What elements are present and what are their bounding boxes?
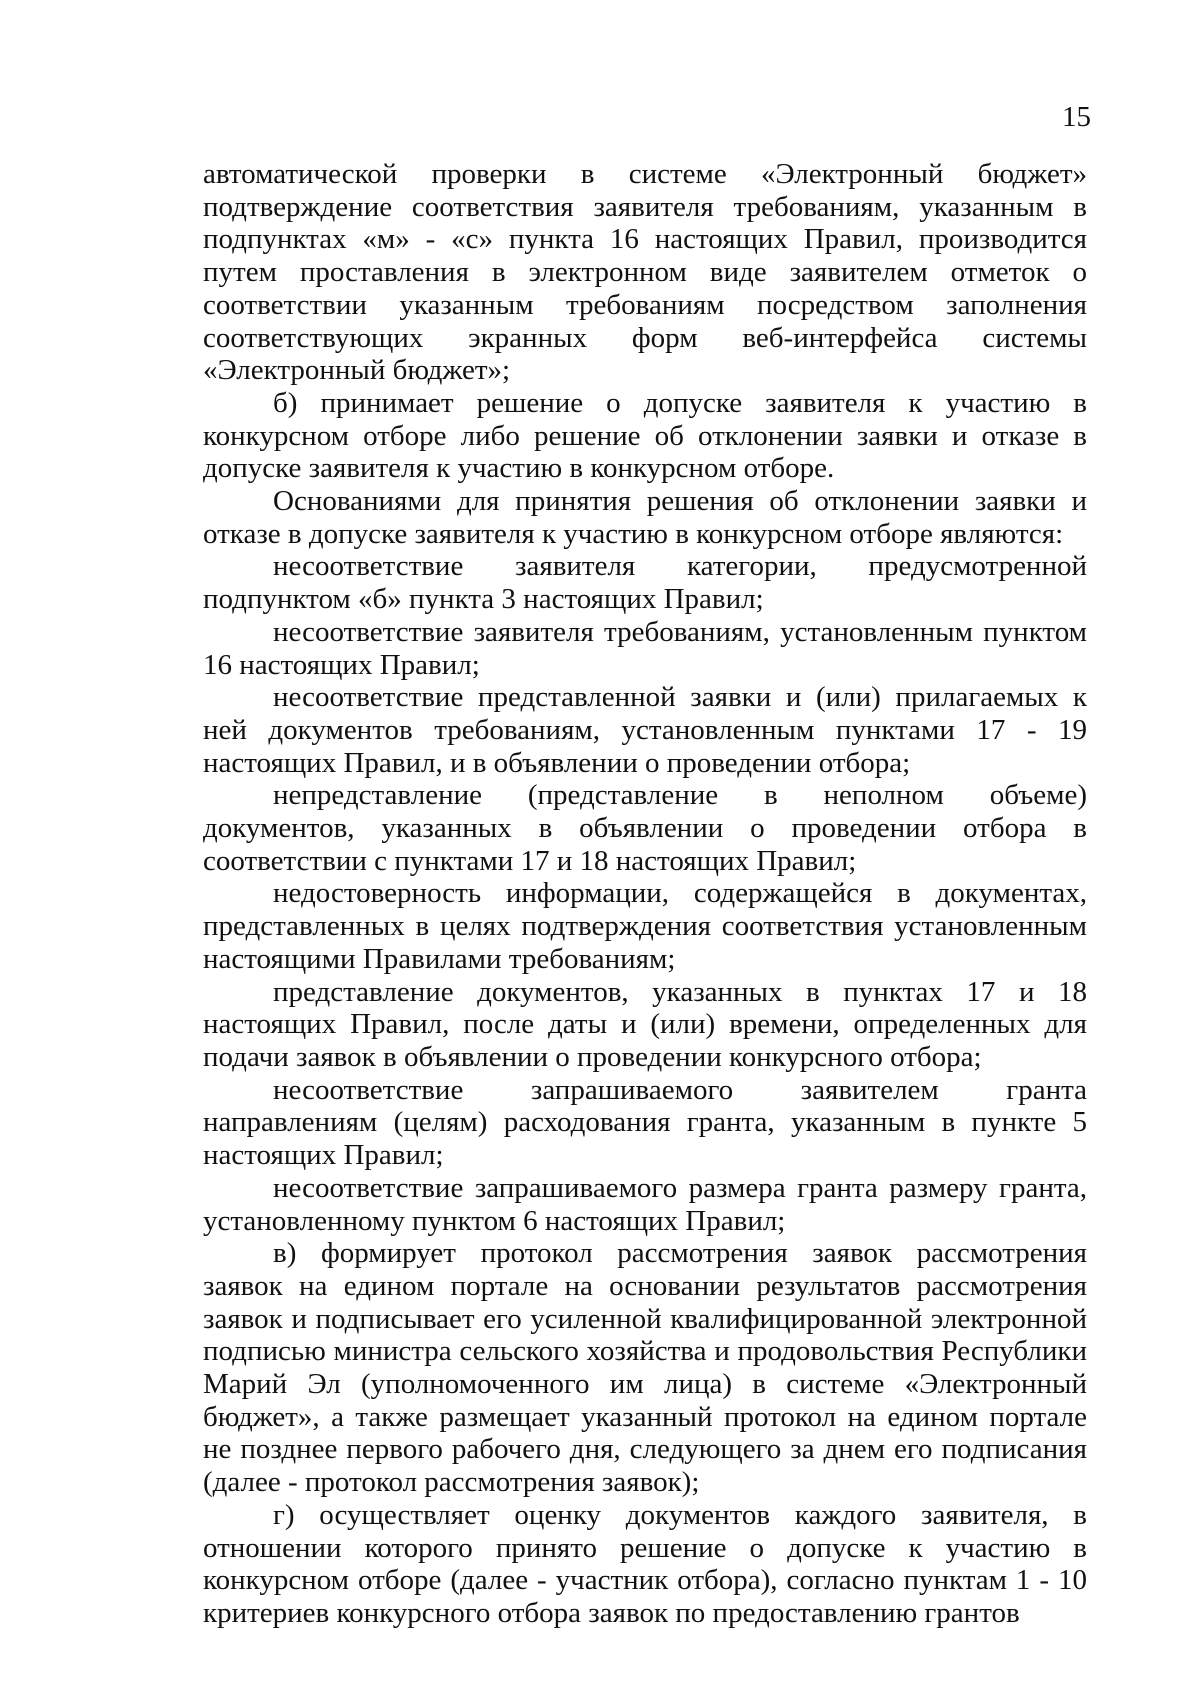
paragraph-grounds-intro: Основаниями для принятия решения об отклонении заявки и отказе в допуске заявителя к участию в конкурсном отборе являются: (203, 485, 1087, 550)
paragraph-ground-requirements: несоответствие заявителя требованиям, установленным пунктом 16 настоящих Правил; (203, 615, 1087, 681)
document-body (203, 158, 1087, 1630)
paragraph-ground-category: несоответствие заявителя категории, предусмотренной подпунктом «б» пункта 3 настоящих Правил; (203, 550, 1087, 616)
paragraph-item-b: б) принимает решение о допуске заявителя к участию в конкурсном отборе либо решение об отклонении заявки и отказе в допуске заявителя к участию в конкурсном отборе. (203, 386, 1087, 485)
paragraph-item-g: г) осуществляет оценку документов каждого заявителя, в отношении которого принято решение о допуске к участию в конкурсном отборе (далее - участник отбора), согласно пунктам 1 - 10 критериев конкурсного отбора заявок по предоставлению грантов (203, 1498, 1087, 1629)
paragraph-ground-missing-docs: непредставление (представление в неполном объеме) документов, указанных в объявлении о проведении отбора в соответствии с пунктами 17 и 18 настоящих Правил; (203, 779, 1087, 877)
paragraph-ground-false-info: недостоверность информации, содержащейся в документах, представленных в целях подтверждения соответствия установленным настоящими Правилами требованиям; (203, 877, 1087, 975)
paragraph-ground-application: несоответствие представленной заявки и (или) прилагаемых к ней документов требованиям, установленным пунктами 17 - 19 настоящих Правил, и в объявлении о проведении отбора; (203, 681, 1087, 779)
paragraph-ground-grant-purpose: несоответствие запрашиваемого заявителем гранта направлениям (целям) расходования гранта, указанным в пункте 5 настоящих Правил; (203, 1073, 1087, 1172)
page-number: 15 (1062, 101, 1091, 133)
paragraph-continuation: автоматической проверки в системе «Электронный бюджет» подтверждение соответствия заявителя требованиям, указанным в подпунктах «м» - «с» пункта 16 настоящих Правил, производится путем проставления в электронном виде заявителем отметок о соответствии указанным требованиям посредством заполнения соответствующих экранных форм веб-интерфейса системы «Электронный бюджет»; (203, 158, 1087, 387)
paragraph-ground-grant-size: несоответствие запрашиваемого размера гранта размеру гранта, установленному пунктом 6 настоящих Правил; (203, 1171, 1087, 1237)
paragraph-ground-late-submission: представление документов, указанных в пунктах 17 и 18 настоящих Правил, после даты и (или) времени, определенных для подачи заявок в объявлении о проведении конкурсного отбора; (203, 975, 1087, 1073)
paragraph-item-v: в) формирует протокол рассмотрения заявок рассмотрения заявок на едином портале на основании результатов рассмотрения заявок и подписывает его усиленной квалифицированной электронной подписью министра сельского хозяйства и продовольствия Республики Марий Эл (уполномоченного им лица) в системе «Электронный бюджет», а также размещает указанный протокол на едином портале не позднее первого рабочего дня, следующего за днем его подписания (далее - протокол рассмотрения заявок); (203, 1237, 1087, 1499)
